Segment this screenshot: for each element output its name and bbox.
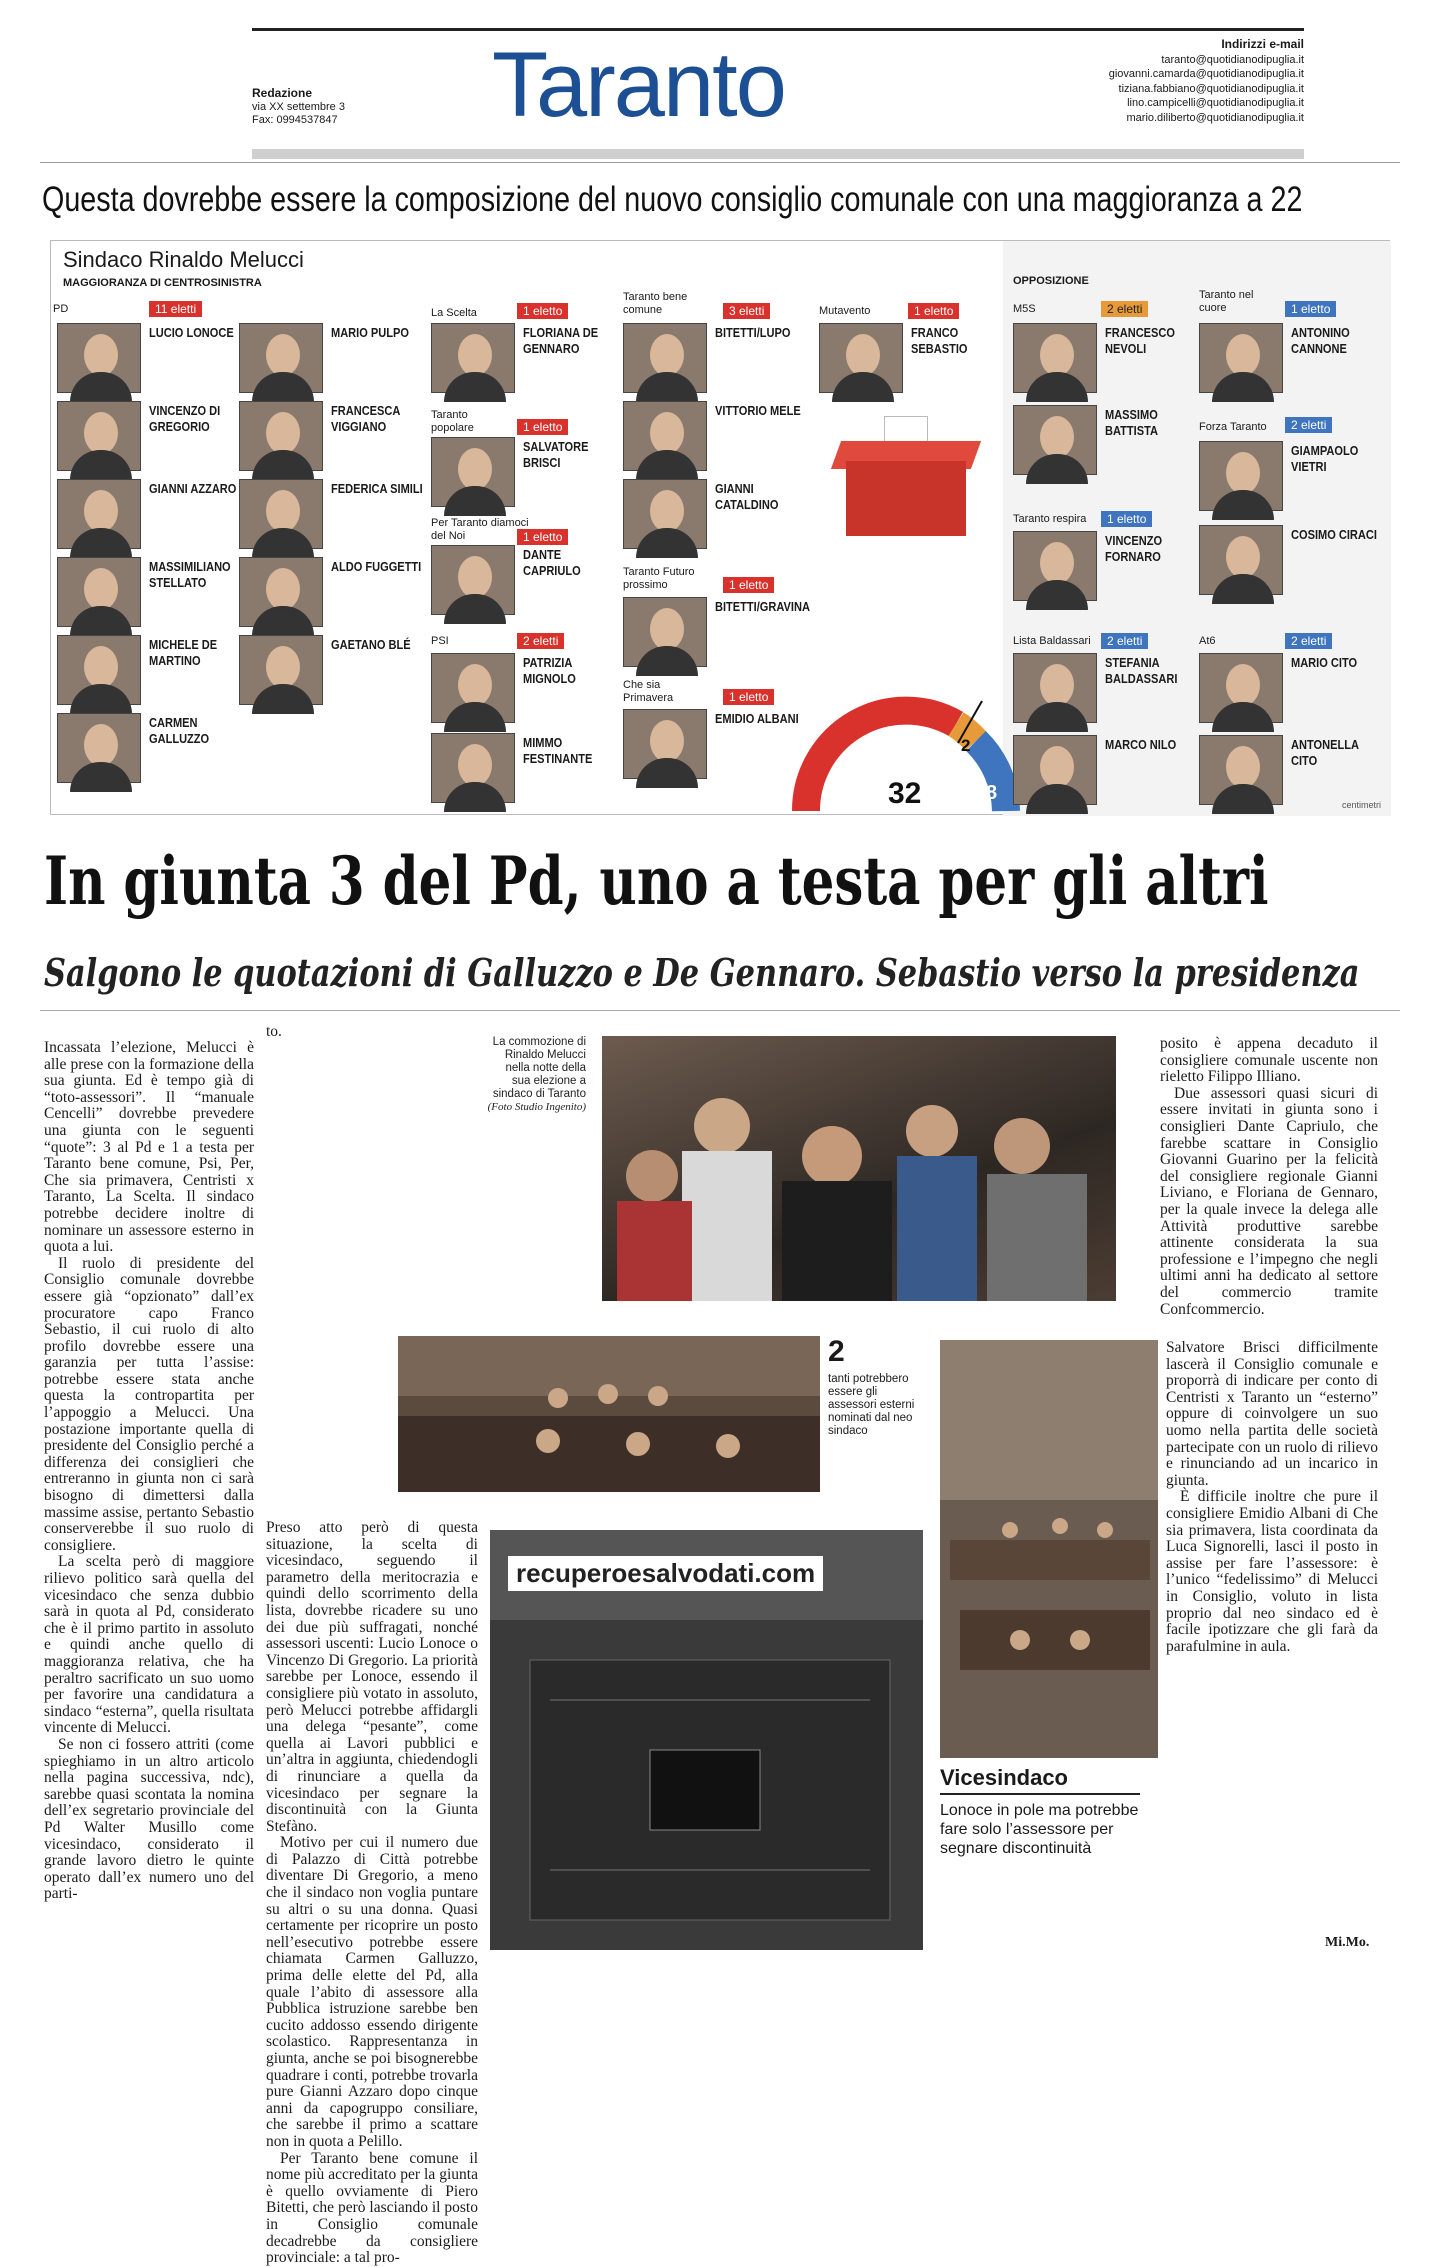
member-name: ALDO FUGGETTI	[331, 559, 422, 574]
graphic-headline: Questa dovrebbe essere la composizione del nuovo consiglio comunale con una maggioranza a 22	[42, 180, 1303, 219]
member-photo	[623, 323, 707, 393]
elected-badge: 1 eletto	[1285, 301, 1336, 317]
vicesindaco-box	[940, 1765, 1140, 1858]
group-label: Taranto Futuro prossimo	[623, 566, 695, 591]
photo-credit: (Foto Studio Ingenito)	[487, 1101, 586, 1113]
member-photo	[1013, 531, 1097, 601]
graphic-credit: centimetri	[1341, 800, 1381, 810]
group-label: Per Taranto diamoci del Noi	[431, 517, 529, 542]
article-subhead: Salgono le quotazioni di Galluzzo e De Gennaro. Sebastio verso la presidenza	[44, 950, 1360, 995]
group-label: La Scelta	[431, 307, 477, 319]
member-name: MASSIMO BATTISTA	[1105, 407, 1158, 438]
section-logo: Taranto	[492, 34, 785, 136]
member-photo	[431, 653, 515, 723]
paragraph: Salvatore Brisci difficilmente lascerà il Consiglio comunale e proporrà di indicare per conto di Centristi x Taranto un “esterno” oppure di coinvolgere un suo uomo nella partita delle società partecipate con un ruolo di rilievo e rinunciando ad un incarico in giunta.	[1166, 1339, 1378, 1489]
member-photo	[431, 323, 515, 393]
member-name: PATRIZIA MIGNOLO	[523, 655, 576, 686]
member-photo	[239, 557, 323, 627]
member-photo	[623, 479, 707, 549]
council-graphic	[50, 240, 1390, 815]
member-name: SALVATORE BRISCI	[523, 439, 589, 470]
elected-badge: 2 eletti	[1285, 417, 1332, 433]
redazione-address: via XX settembre 3	[252, 101, 345, 113]
gauge-majority-arc	[806, 711, 956, 811]
member-photo	[239, 323, 323, 393]
member-photo	[1199, 323, 1283, 393]
author-signature: Mi.Mo.	[1325, 1935, 1370, 1950]
masthead-bar	[252, 149, 1304, 159]
masthead	[252, 28, 1304, 150]
group-label: Taranto nel cuore	[1199, 289, 1254, 314]
member-photo	[431, 545, 515, 615]
seat-gauge	[786, 681, 1026, 816]
paragraph: posito è appena decaduto il consigliere comunale uscente non rieletto Filippo Illiano.	[1160, 1035, 1378, 1086]
number-box-figure: 2	[828, 1335, 845, 1368]
elected-badge: 2 eletti	[517, 633, 564, 649]
member-name: BITETTI/GRAVINA	[715, 599, 810, 614]
member-photo	[1013, 323, 1097, 393]
member-name: MASSIMILIANO STELLATO	[149, 559, 231, 590]
elected-badge: 2 eletti	[1285, 633, 1332, 649]
group-label: Forza Taranto	[1199, 421, 1267, 433]
member-name: MARIO PULPO	[331, 325, 409, 340]
member-photo	[57, 479, 141, 549]
member-name: FRANCESCO NEVOLI	[1105, 325, 1175, 356]
member-name: EMIDIO ALBANI	[715, 711, 799, 726]
member-photo	[1013, 653, 1097, 723]
elected-badge: 3 eletti	[723, 303, 770, 319]
divider	[40, 1010, 1400, 1011]
opposition-label: OPPOSIZIONE	[1013, 275, 1089, 287]
vicesindaco-text: Lonoce in pole ma potrebbe fare solo l’assessore per segnare discontinuità	[940, 1802, 1139, 1857]
article-column-1	[44, 1040, 254, 1945]
photo-caption-text: La commozione di Rinaldo Melucci nella notte della sua elezione a sindaco di Taranto	[492, 1036, 586, 1100]
member-photo	[57, 635, 141, 705]
ballot-box-image	[836, 416, 976, 526]
email-link[interactable]: giovanni.camarda@quotidianodipuglia.it	[1108, 68, 1304, 80]
member-name: GIANNI AZZARO	[149, 481, 237, 496]
member-name: GAETANO BLÉ	[331, 637, 411, 652]
member-name: GIANNI CATALDINO	[715, 481, 779, 512]
member-photo	[1199, 525, 1283, 595]
group-label: At6	[1199, 635, 1216, 647]
member-photo	[1199, 653, 1283, 723]
paragraph: to.	[266, 1023, 282, 1040]
paragraph: Se non ci fossero attriti (come spieghiamo in un altro articolo nella pagina successiva, ndc), sarebbe quasi scontata la nomina dell’ex segretario provinciale del Pd Walter Musillo come vicesindaco, considerato il grande lavoro dietro le quinte operato dall’ex numero uno del parti-	[44, 1735, 254, 1903]
member-name: STEFANIA BALDASSARI	[1105, 655, 1178, 686]
elected-badge: 1 eletto	[723, 689, 774, 705]
sindaco-title: Sindaco Rinaldo Melucci	[63, 247, 304, 272]
member-photo	[57, 713, 141, 783]
member-name: FRANCESCA VIGGIANO	[331, 403, 400, 434]
member-name: DANTE CAPRIULO	[523, 547, 581, 578]
redazione-fax: Fax: 0994537847	[252, 114, 338, 126]
photo-caption	[486, 1036, 586, 1114]
paragraph: La scelta però di maggiore rilievo politico sarà quella del vicesindaco che senza dubbio sarà in quota al Pd, considerato che è il primo partito in assoluto e quindi anche quello di maggioranza relativa, che ha peraltro sacrificato un suo uomo per favorire una candidatura a sindaco “esterna”, quella risultata vincente di Melucci.	[44, 1553, 254, 1737]
group-label: Mutavento	[819, 305, 871, 317]
member-name: MARIO CITO	[1291, 655, 1358, 670]
elected-badge: 1 eletto	[517, 303, 568, 319]
member-name: LUCIO LONOCE	[149, 325, 234, 340]
member-name: MICHELE DE MARTINO	[149, 637, 218, 668]
gauge-majority-label: 22	[864, 734, 887, 756]
group-label: Lista Baldassari	[1013, 635, 1091, 647]
member-photo	[431, 733, 515, 803]
gauge-opposition-label: 8	[986, 782, 998, 804]
article-column-2-cont	[266, 1336, 384, 1516]
member-name: CARMEN GALLUZZO	[149, 715, 210, 746]
elected-badge: 1 eletto	[908, 303, 959, 319]
member-photo	[623, 709, 707, 779]
paragraph: Per Taranto bene comune il nome più accreditato per la giunta è quello ovviamente di Piero Bitetti, che però lasciando il posto in Consiglio comunale decadrebbe da consigliere provinciale: a tal pro-	[266, 2149, 478, 2267]
member-name: ANTONINO CANNONE	[1291, 325, 1350, 356]
email-link[interactable]: taranto@quotidianodipuglia.it	[1161, 53, 1304, 66]
elected-badge: 2 eletti	[1101, 633, 1148, 649]
elected-badge: 2 eletti	[1101, 301, 1148, 317]
member-photo	[57, 557, 141, 627]
member-photo	[239, 401, 323, 471]
elected-badge: 1 eletto	[723, 577, 774, 593]
group-label: M5S	[1013, 303, 1036, 315]
article-column-4-cont	[1166, 1340, 1378, 1930]
council-room-photo	[940, 1340, 1158, 1758]
redazione-block	[252, 87, 345, 127]
elected-badge: 11 eletti	[149, 301, 202, 317]
elected-badge: 1 eletto	[517, 529, 568, 545]
group-label: Taranto popolare	[431, 409, 474, 434]
member-name: GIAMPAOLO VIETRI	[1291, 443, 1359, 474]
elected-badge: 1 eletto	[1101, 511, 1152, 527]
article-column-4	[1160, 1036, 1378, 1336]
member-photo	[819, 323, 903, 393]
member-name: VINCENZO DI GREGORIO	[149, 403, 221, 434]
member-name: VINCENZO FORNARO	[1105, 533, 1163, 564]
member-photo	[623, 401, 707, 471]
vicesindaco-title: Vicesindaco	[940, 1765, 1140, 1795]
member-photo	[431, 437, 515, 507]
majority-label: MAGGIORANZA DI CENTROSINISTRA	[63, 277, 262, 289]
group-label: PD	[53, 303, 69, 315]
member-photo	[1199, 735, 1283, 805]
number-box-text: tanti potrebbero essere gli assessori esterni nominati dal neo sindaco	[828, 1373, 915, 1437]
email-link[interactable]: lino.campicelli@quotidianodipuglia.it	[1127, 97, 1304, 109]
member-name: COSIMO CIRACI	[1291, 527, 1377, 542]
advertisement[interactable]	[490, 1530, 923, 1950]
gauge-center-label: 2	[961, 736, 971, 755]
paragraph: Motivo per cui il numero due di Palazzo di Città potrebbe diventare Di Gregorio, a meno che il sindaco non voglia puntare su altri o su una donna. Quasi certamente per ricoprire un posto nell’esecutivo potrebbe essere chiamata Carmen Galluzzo, prima delle elette del Pd, alla quale l’abito di assessore alla Pubblica istruzione sarebbe ben cucito addosso essendo dirigente scolastico. Rappresentanza in giunta, anche se poi bisognerebbe quadrare i conti, potrebbe trovarla pure Gianni Azzaro dopo cinque anni da capogruppo consiliare, che sarebbe il primo a scattare non in quota a Pelillo.	[266, 1834, 478, 2150]
email-link[interactable]: mario.diliberto@quotidianodipuglia.it	[1126, 111, 1304, 124]
paragraph: È difficile inoltre che pure il consigliere Emidio Albani di Che sia primavera, lista coordinata da Luca Signorelli, lasci il posto in assise per fare l’assessore: è l’unico “fedelissimo” di Melucci in Consiglio, voluto in lista proprio dal neo sindaco ed è facile ipotizzare che gli farà da parafulmine in aula.	[1166, 1488, 1378, 1655]
email-list	[1109, 37, 1304, 125]
member-name: FEDERICA SIMILI	[331, 481, 423, 496]
article-column-2	[266, 1024, 478, 1124]
email-link[interactable]: tiziana.fabbiano@quotidianodipuglia.it	[1118, 82, 1304, 95]
member-photo	[239, 635, 323, 705]
council-chamber-photo	[398, 1336, 820, 1492]
member-photo	[1013, 735, 1097, 805]
member-name: VITTORIO MELE	[715, 403, 801, 418]
member-name: FLORIANA DE GENNARO	[523, 325, 599, 356]
member-name: MIMMO FESTINANTE	[523, 735, 593, 766]
member-name: ANTONELLA CITO	[1291, 737, 1359, 768]
member-photo	[57, 323, 141, 393]
ad-url-link[interactable]: recuperoesalvodati.com	[508, 1556, 823, 1591]
member-name: FRANCO SEBASTIO	[911, 325, 968, 356]
group-label: Taranto respira	[1013, 513, 1087, 525]
circuit-board-image	[490, 1620, 923, 1950]
group-label: PSI	[431, 635, 449, 647]
paragraph: Incassata l’elezione, Melucci è alle prese con la formazione della sua giunta. Ed è tempo già di “toto-assessori”. Il “manuale Cencelli” dovrebbe prevedere una giunta con le seguenti “quote”: 3 al Pd e 1 a testa per Taranto bene comune, Psi, Per, Che sia primavera, Centristi x Taranto, La Scelta. Il sindaco potrebbe decidere inoltre di nominare un assessore esterno in quota a lui.	[44, 1039, 254, 1256]
emails-label: Indirizzi e-mail	[1221, 37, 1304, 51]
paragraph: Il ruolo di presidente del Consiglio comunale dovrebbe essere già “opzionato” dall’ex procuratore capo Franco Sebastio, il cui ruolo di alto profilo dovrebbe essere una garanzia per tutta l’assise: potrebbe essere stata anche questa la contropartita per l’appoggio a Melucci. Una postazione importante quella di presidente del Consiglio perché a differenza dei consiglieri che entreranno in giunta non ci sarà bisogno di dimettersi dalla massime assise, pertanto Sebastio conserverebbe il suo ruolo di consigliere.	[44, 1254, 254, 1554]
member-photo	[623, 597, 707, 667]
gauge-total-label: 32	[888, 777, 922, 810]
member-photo	[57, 401, 141, 471]
member-name: MARCO NILO	[1105, 737, 1177, 752]
member-photo	[1013, 405, 1097, 475]
paragraph: Preso atto però di questa situazione, la scelta di vicesindaco, seguendo il parametro della meritocrazia e quindi dello scorrimento della lista, dovrebbe ricadere su uno dei due più suffragati, nonché assessori uscenti: Lucio Lonoce o Vincenzo Di Gregorio. La priorità sarebbe per Lonoce, essendo il consigliere più votato in assoluto, però Melucci potrebbe affidargli una delega “pesante”, come quella ai Lavori pubblici e un’altra in aggiunta, chiedendogli di rinunciare a quella da vicesindaco per segnare la discontinuità con la Giunta Stefàno.	[266, 1519, 478, 1835]
article-column-2-end	[266, 1519, 478, 2267]
elected-badge: 1 eletto	[517, 419, 568, 435]
election-night-photo	[602, 1036, 1116, 1301]
redazione-label: Redazione	[252, 86, 313, 100]
group-label: Taranto bene comune	[623, 291, 688, 316]
member-name: BITETTI/LUPO	[715, 325, 791, 340]
member-photo	[1199, 441, 1283, 511]
divider	[40, 162, 1400, 163]
paragraph: Due assessori quasi sicuri di essere invitati in giunta sono i consiglieri Dante Capriulo, che farebbe scattare in Consiglio Giovanni Guarino per la felicità del consigliere regionale Gianni Liviano, e Floriana de Gennaro, per la quale invece la delega alle Attività produttive sarebbe attinente considerata la sua professione e l’impegno che negli ultimi anni ha dedicato al settore del commercio tramite Confcommercio.	[1160, 1084, 1378, 1318]
article-headline: In giunta 3 del Pd, uno a testa per gli altri	[44, 842, 1269, 920]
member-photo	[239, 479, 323, 549]
group-label: Che sia Primavera	[623, 679, 674, 704]
